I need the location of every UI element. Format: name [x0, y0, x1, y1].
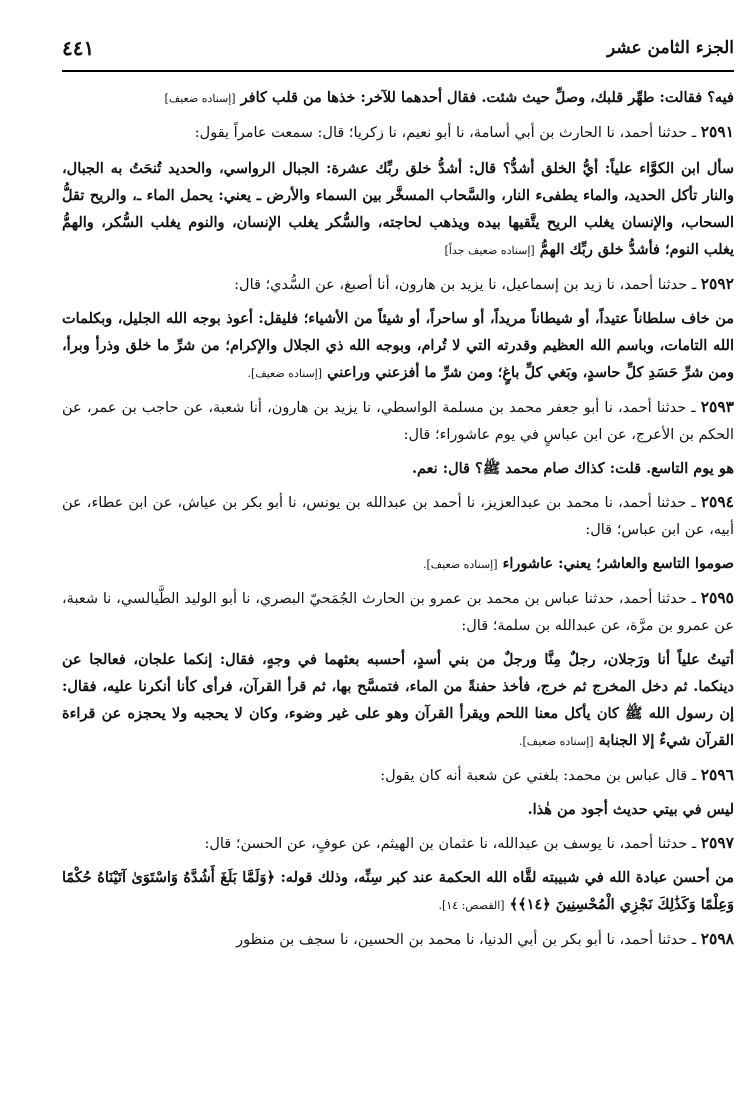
- hadith-2595-chain: ٢٥٩٥ ـ حدثنا أحمد، حدثنا عباس بن محمد بن عمرو بن الحارث الجُمَحيّ البصري، نا أبو الوليد الطَّيالسي، نا شعبة، عن عمرو بن مرَّة، عن عبدالله بن سلمة؛ قال:: [62, 588, 734, 634]
- hadith-number: ٢٥٩٦: [700, 765, 734, 784]
- hadith-number: ٢٥٩٨: [700, 929, 734, 948]
- paragraph-text: فيه؟ فقالت: طهِّر قلبك، وصلِّ حيث شئت. فقال أحدهما للآخر: خذها من قلب كافر [إسناده ضعيف]: [164, 89, 734, 106]
- hadith-2595-text: أتيتُ علياً أنا ورَجلان، رجلٌ مِنَّا ورجلٌ من بني أسدٍ، أحسبه بعثهما في وجهٍ، فقال: إنكما علجان، فعالجا عن دينكما. ثم دخل المخرج ثم خرج، فأخذ حفنةً من الماء، فتمسَّح بها، ثم قرأ القرآن، فرأى كأنا أنكرنا عليه، فقال: إن رسول الله ﷺ كان يأكل معنا اللحم ويقرأ القرآن وهو على غير وضوء، وكان لا يحجبه ولا يحجزه عن قراءة القرآن شيءٌ إلا الجنابة [إسناده ضعيف].: [62, 651, 734, 749]
- hadith-2597-chain: ٢٥٩٧ ـ حدثنا أحمد، نا يوسف بن عبدالله، نا عثمان بن الهيثم، عن عوفٍ، عن الحسن؛ قال:: [204, 833, 734, 852]
- quran-reference: [القصص: ١٤].: [438, 899, 505, 912]
- header-rule: [62, 70, 734, 72]
- isnad-grading: [إسناده ضعيف].: [422, 558, 498, 571]
- running-header: [62, 36, 734, 66]
- hadith-2597-text: من أحسن عبادة الله في شبيبته لقَّاه الله الحكمة عند كبر سِنِّه، وذلك قوله: ﴿وَلَمَّا بَلَغَ أَشُدَّهُ وَاسْتَوَىٰ آتَيْنَاهُ حُكْمًا وَعِلْمًا وَكَذَٰلِكَ نَجْزِي الْمُحْسِنِينَ ﴿١٤﴾﴾ [القصص: ١٤].: [62, 869, 734, 913]
- isnad-grading: [إسناده ضعيف]: [164, 92, 236, 105]
- isnad-grading: [إسناده ضعيف].: [519, 735, 594, 748]
- hadith-2593-chain: ٢٥٩٣ ـ حدثنا أحمد، نا أبو جعفر محمد بن مسلمة الواسطي، نا يزيد بن هارون، أنا شعبة، عن حاجب بن عمر، عن الحكم بن الأعرج، عن ابن عباسٍ في يوم عاشوراء؛ قال:: [62, 397, 734, 443]
- isnad-grading: [إسناده ضعيف].: [247, 367, 323, 380]
- page-body: [62, 84, 734, 1104]
- hadith-2594-text: صوموا التاسع والعاشر؛ يعني: عاشوراء [إسناده ضعيف].: [422, 555, 734, 572]
- hadith-2594-chain: ٢٥٩٤ ـ حدثنا أحمد، نا محمد بن عبدالعزيز، نا أحمد بن عبدالله بن يونس، نا أبو بكر بن عياش، عن ابن عطاء، عن أبيه، عن ابن عباس؛ قال:: [62, 492, 734, 538]
- hadith-2596-text: ليس في بيتي حديث أجود من هٰذا.: [527, 801, 734, 818]
- hadith-2596-chain: ٢٥٩٦ ـ قال عباس بن محمد: بلغني عن شعبة أنه كان يقول:: [380, 765, 734, 784]
- page-number: ٤٤١: [62, 36, 95, 60]
- hadith-number: ٢٥٩٣: [700, 397, 734, 416]
- hadith-number: ٢٥٩٤: [700, 492, 734, 511]
- hadith-2592-text: من خاف سلطاناً عتيداً، أو شيطاناً مريداً، أو ساحراً، أو شيئاً من الأشياء؛ فليقل: أعوذ بوجه الله الجليل، وبكلمات الله التامات، وباسم الله العظيم وقدرته التي لا تُرام، وبوجه الله ذي الجلال والإكرام؛ من شرِّ ما خلق وذرأ وبرأ، ومن شرِّ حَسَدِ كلِّ حاسدٍ، وبَغي كلِّ باغٍ؛ ومن شرِّ ما أفزعني وراعني [إسناده ضعيف].: [62, 310, 734, 381]
- hadith-2592-chain: ٢٥٩٢ ـ حدثنا أحمد، نا زيد بن إسماعيل، نا يزيد بن هارون، أنا أصبغ، عن السُّدي؛ قال:: [234, 274, 734, 293]
- hadith-2593-text: هو يوم التاسع. قلت: كذاك صام محمد ﷺ؟ قال: نعم.: [411, 460, 734, 477]
- hadith-2598-chain: ٢٥٩٨ ـ حدثنا أحمد، نا أبو بكر بن أبي الدنيا، نا محمد بن الحسين، نا سجف بن منظور: [236, 929, 734, 948]
- hadith-number: ٢٥٩٧: [700, 833, 734, 852]
- running-header-title: الجزء الثامن عشر: [606, 38, 734, 58]
- hadith-2591-chain: ٢٥٩١ ـ حدثنا أحمد، نا الحارث بن أبي أسامة، نا أبو نعيم، نا زكريا؛ قال: سمعت عامراً يقول:: [194, 122, 734, 141]
- hadith-number: ٢٥٩٥: [700, 588, 734, 607]
- hadith-number: ٢٥٩٢: [700, 274, 734, 293]
- hadith-number: ٢٥٩١: [700, 122, 734, 141]
- isnad-grading: [إسناده ضعيف جداً]: [444, 244, 535, 257]
- hadith-2591-text: سأل ابن الكوَّاء علياً: أيُّ الخلق أشدُّ؟ قال: أشدُّ خلق ربِّك عشرة: الجبال الرواسي، والحديد تُنحَتُ به الجبال، والنار تأكل الحديد، والماء يطفىء النار، والسَّحاب المسخَّر بين السماء والأرض ـ يعني: يحمل الماء ـ، والريح تقلُّ السحاب، والإنسان يغلب الريح يتَّقيها بيده ويذهب لحاجته، والسُّكر يغلب الإنسان، والنوم يغلب السُّكر، والهمُّ يغلب النوم؛ فأشدُّ خلق ربِّك الهمُّ [إسناده ضعيف جداً]: [62, 160, 734, 258]
